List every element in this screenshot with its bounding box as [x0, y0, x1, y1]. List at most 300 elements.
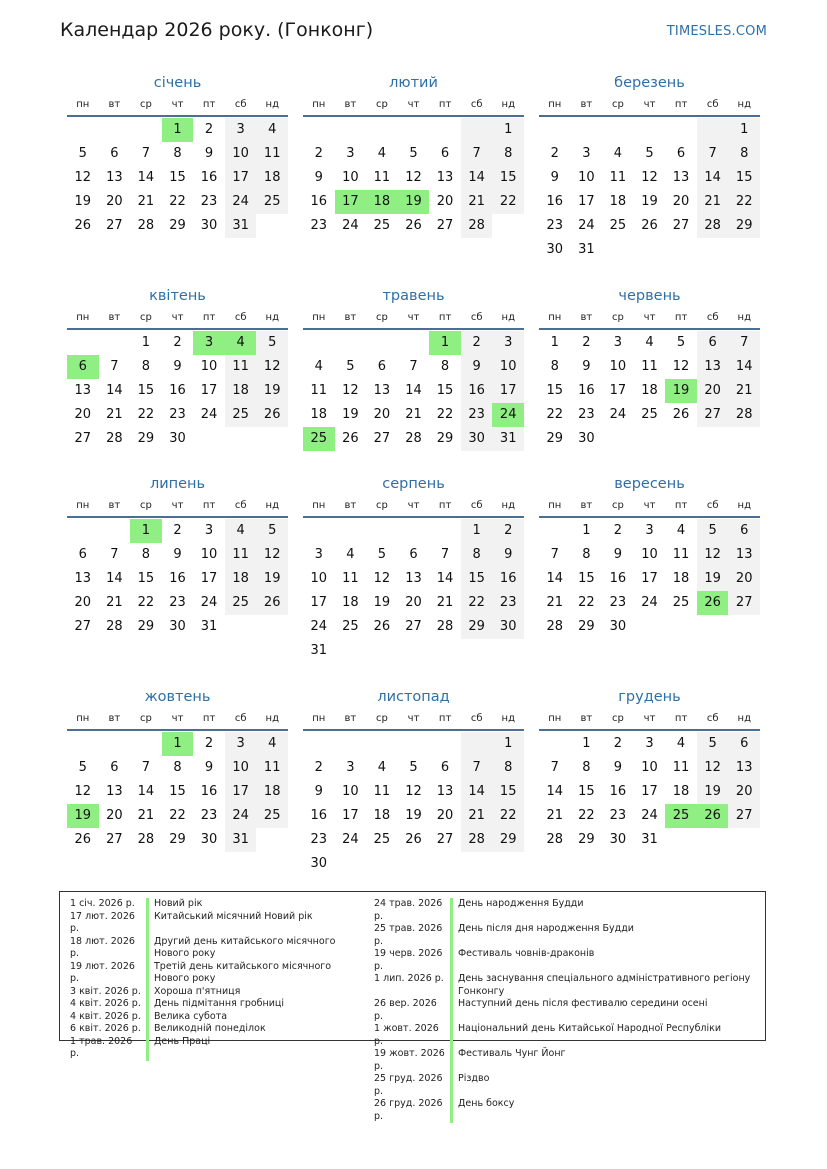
day-cell: 7 [461, 142, 493, 166]
weekday-label: нд [265, 312, 279, 323]
day-cell: 1 [141, 335, 151, 350]
day-cell: 18 [310, 407, 328, 422]
day-cell: 13 [728, 543, 760, 567]
day-cell: 14 [728, 355, 760, 379]
day-cell: 30 [200, 218, 218, 233]
day-cell: 5 [78, 146, 87, 161]
empty-cell [665, 118, 697, 142]
weekday-label: чт [643, 312, 656, 323]
weekday-label: чт [407, 713, 420, 724]
day-cell: 15 [137, 571, 155, 586]
day-cell: 20 [436, 194, 454, 209]
holiday-date: 1 лип. 2026 р. [374, 973, 444, 984]
day-cell: 26 [342, 431, 359, 446]
day-cell: 21 [461, 190, 493, 214]
day-cell: 7 [141, 760, 151, 775]
day-cell: 15 [492, 780, 524, 804]
day-cell: 30 [461, 427, 493, 451]
weekday-label: пт [674, 713, 688, 724]
empty-cell [99, 118, 131, 142]
holiday-date: 1 трав. 2026 р. [70, 1035, 133, 1059]
day-cell: 31 [578, 242, 595, 257]
weekday-label: пт [202, 713, 216, 724]
days-grid [303, 331, 524, 451]
empty-cell [335, 732, 367, 756]
day-cell: 30 [169, 431, 186, 446]
day-cell: 23 [546, 218, 564, 233]
weekday-label: пт [202, 99, 216, 110]
day-cell: 24 [310, 619, 328, 634]
day-cell: 19 [342, 407, 359, 422]
day-cell: 14 [106, 571, 123, 586]
day-cell: 10 [578, 170, 595, 185]
weekday-label: пт [438, 99, 452, 110]
day-cell: 19 [256, 379, 288, 403]
empty-cell [99, 331, 131, 355]
holiday-date: 18 лют. 2026 р. [70, 935, 135, 959]
weekday-header [67, 98, 288, 117]
weekday-label: нд [737, 500, 751, 511]
weekday-label: вт [580, 312, 593, 323]
holiday-date: 19 черв. 2026 р. [374, 948, 443, 972]
day-cell: 14 [461, 780, 493, 804]
day-cell: 13 [106, 784, 123, 799]
day-cell: 30 [578, 431, 595, 446]
day-cell: 18 [256, 780, 288, 804]
weekday-label: пт [438, 713, 452, 724]
day-cell: 7 [697, 142, 729, 166]
legend-row [374, 1048, 762, 1073]
holiday-day: 1 [162, 732, 194, 756]
day-cell: 18 [641, 383, 658, 398]
weekday-label: вт [108, 713, 121, 724]
holiday-date: 4 квіт. 2026 р. [70, 1010, 141, 1022]
day-cell: 4 [346, 547, 355, 562]
day-cell: 17 [200, 571, 218, 586]
brand-link[interactable]: TIMESLES.COM [666, 24, 767, 39]
holiday-name: Китайський місячний Новий рік [146, 911, 313, 936]
weekday-label: ср [612, 713, 624, 724]
day-cell: 13 [74, 383, 92, 398]
day-cell: 7 [728, 331, 760, 355]
weekday-label: пт [674, 99, 688, 110]
weekday-label: вт [108, 99, 121, 110]
holiday-name: Фестиваль човнів-драконів [450, 948, 594, 973]
weekday-label: чт [171, 713, 184, 724]
day-cell: 22 [546, 407, 564, 422]
day-cell: 16 [461, 379, 493, 403]
weekday-label: чт [643, 713, 656, 724]
weekday-header [539, 712, 760, 731]
legend-row [374, 923, 762, 948]
day-cell: 9 [173, 359, 182, 374]
weekday-label: вт [108, 500, 121, 511]
day-cell: 21 [546, 808, 564, 823]
day-cell: 30 [200, 832, 218, 847]
day-cell: 5 [697, 519, 729, 543]
weekday-label: пн [312, 713, 326, 724]
holiday-day: 3 [193, 331, 225, 355]
day-cell: 25 [342, 619, 359, 634]
day-cell: 31 [310, 643, 328, 658]
day-cell: 28 [106, 431, 123, 446]
day-cell: 5 [676, 335, 686, 350]
day-cell: 20 [106, 808, 123, 823]
weekday-label: ср [612, 312, 624, 323]
day-cell: 12 [641, 170, 658, 185]
legend-row [70, 1011, 368, 1024]
day-cell: 5 [645, 146, 654, 161]
legend-row [374, 998, 762, 1023]
weekday-label: сб [470, 312, 483, 323]
day-cell: 5 [377, 547, 387, 562]
weekday-label: чт [171, 500, 184, 511]
legend-row [374, 973, 762, 998]
day-cell: 2 [461, 331, 493, 355]
day-cell: 22 [137, 595, 155, 610]
day-cell: 31 [641, 832, 658, 847]
holiday-name: День народження Будди [450, 898, 584, 923]
day-cell: 28 [461, 828, 493, 852]
weekday-label: нд [265, 713, 279, 724]
day-cell: 2 [613, 523, 623, 538]
month-block [303, 286, 524, 451]
day-cell: 28 [546, 619, 564, 634]
holiday-date: 4 квіт. 2026 р. [70, 998, 141, 1009]
day-cell: 8 [141, 359, 151, 374]
empty-cell [571, 118, 603, 142]
day-cell: 16 [169, 571, 186, 586]
empty-cell [335, 118, 367, 142]
legend-column-right [374, 898, 762, 1123]
weekday-label: ср [140, 713, 152, 724]
weekday-label: вт [344, 312, 357, 323]
day-cell: 24 [225, 190, 257, 214]
holiday-name: Різдво [450, 1073, 489, 1098]
day-cell: 3 [204, 523, 214, 538]
day-cell: 20 [74, 407, 92, 422]
day-cell: 31 [225, 828, 257, 852]
weekday-label: сб [706, 500, 719, 511]
empty-cell [99, 732, 131, 756]
page-title: Календар 2026 року. (Гонконг) [60, 19, 374, 41]
day-cell: 3 [225, 732, 257, 756]
day-cell: 12 [697, 756, 729, 780]
empty-cell [303, 732, 335, 756]
weekday-label: ср [140, 99, 152, 110]
day-cell: 15 [492, 166, 524, 190]
day-cell: 29 [728, 214, 760, 238]
days-grid [539, 118, 760, 262]
day-cell: 11 [609, 170, 627, 185]
day-cell: 2 [582, 335, 591, 350]
day-cell: 26 [373, 619, 391, 634]
legend-row [70, 986, 368, 999]
day-cell: 6 [377, 359, 387, 374]
day-cell: 22 [728, 190, 760, 214]
holiday-date: 25 груд. 2026 р. [374, 1073, 443, 1097]
day-cell: 8 [492, 756, 524, 780]
day-cell: 28 [405, 431, 422, 446]
day-cell: 25 [672, 595, 690, 610]
day-cell: 14 [436, 571, 454, 586]
holiday-day: 1 [162, 118, 194, 142]
day-cell: 23 [461, 403, 493, 427]
weekday-label: пн [76, 713, 90, 724]
weekday-label: чт [171, 312, 184, 323]
weekday-label: нд [265, 99, 279, 110]
days-grid [67, 519, 288, 639]
day-cell: 5 [409, 760, 418, 775]
day-cell: 5 [697, 732, 729, 756]
empty-cell [429, 118, 461, 142]
weekday-label: пн [76, 312, 90, 323]
day-cell: 7 [409, 359, 418, 374]
weekday-label: ср [376, 500, 388, 511]
day-cell: 5 [256, 519, 288, 543]
month-name: лютий [389, 75, 438, 91]
day-cell: 8 [582, 760, 591, 775]
empty-cell [429, 519, 461, 543]
empty-cell [335, 519, 367, 543]
day-cell: 11 [373, 784, 391, 799]
day-cell: 10 [225, 756, 257, 780]
weekday-label: ср [376, 713, 388, 724]
day-cell: 13 [728, 756, 760, 780]
legend-column-left [70, 898, 368, 1061]
day-cell: 19 [256, 567, 288, 591]
empty-cell [366, 331, 398, 355]
day-cell: 2 [550, 146, 559, 161]
day-cell: 2 [314, 146, 323, 161]
day-cell: 19 [373, 595, 391, 610]
empty-cell [539, 519, 571, 543]
day-cell: 28 [728, 403, 760, 427]
day-cell: 19 [641, 194, 658, 209]
empty-cell [130, 118, 162, 142]
day-cell: 1 [582, 736, 591, 751]
month-name: червень [618, 288, 681, 304]
day-cell: 10 [225, 142, 257, 166]
day-cell: 31 [200, 619, 218, 634]
day-cell: 1 [492, 732, 524, 756]
day-cell: 20 [74, 595, 92, 610]
day-cell: 3 [582, 146, 591, 161]
day-cell: 11 [225, 355, 257, 379]
empty-cell [67, 519, 99, 543]
day-cell: 9 [314, 784, 323, 799]
day-cell: 25 [609, 218, 627, 233]
month-block [303, 73, 524, 238]
day-cell: 24 [578, 218, 595, 233]
day-cell: 28 [546, 832, 564, 847]
day-cell: 14 [137, 784, 155, 799]
empty-cell [398, 118, 430, 142]
day-cell: 12 [74, 170, 92, 185]
day-cell: 17 [342, 808, 359, 823]
day-cell: 16 [546, 194, 564, 209]
day-cell: 12 [405, 784, 422, 799]
day-cell: 23 [169, 407, 186, 422]
day-cell: 10 [492, 355, 524, 379]
day-cell: 4 [377, 146, 387, 161]
day-cell: 11 [310, 383, 328, 398]
day-cell: 16 [169, 383, 186, 398]
month-block [303, 687, 524, 876]
day-cell: 17 [200, 383, 218, 398]
holiday-name: Великодній понеділок [146, 1023, 266, 1036]
day-cell: 30 [609, 832, 627, 847]
holiday-date: 3 квіт. 2026 р. [70, 985, 141, 997]
day-cell: 28 [697, 214, 729, 238]
day-cell: 26 [74, 218, 92, 233]
day-cell: 28 [436, 619, 454, 634]
days-grid [303, 118, 524, 238]
empty-cell [461, 732, 493, 756]
day-cell: 29 [137, 619, 155, 634]
day-cell: 21 [106, 595, 123, 610]
month-block [67, 286, 288, 451]
day-cell: 7 [110, 547, 119, 562]
weekday-label: сб [706, 312, 719, 323]
day-cell: 15 [578, 784, 595, 799]
empty-cell [130, 732, 162, 756]
empty-cell [697, 118, 729, 142]
weekday-header [539, 311, 760, 330]
day-cell: 23 [310, 218, 328, 233]
day-cell: 13 [405, 571, 422, 586]
month-name: березень [614, 75, 685, 91]
day-cell: 23 [609, 595, 627, 610]
empty-cell [303, 519, 335, 543]
empty-cell [398, 331, 430, 355]
weekday-label: вт [344, 713, 357, 724]
weekday-label: чт [171, 99, 184, 110]
day-cell: 1 [582, 523, 591, 538]
day-cell: 25 [373, 832, 391, 847]
empty-cell [303, 118, 335, 142]
day-cell: 11 [641, 359, 658, 374]
legend-row [70, 1036, 368, 1061]
month-block [539, 286, 760, 451]
day-cell: 17 [492, 379, 524, 403]
weekday-label: ср [140, 312, 152, 323]
day-cell: 3 [225, 118, 257, 142]
day-cell: 15 [728, 166, 760, 190]
day-cell: 17 [609, 383, 627, 398]
day-cell: 27 [74, 431, 92, 446]
day-cell: 22 [461, 591, 493, 615]
holiday-date: 26 вер. 2026 р. [374, 998, 437, 1022]
day-cell: 19 [697, 567, 729, 591]
day-cell: 14 [137, 170, 155, 185]
holiday-day: 1 [130, 519, 162, 543]
day-cell: 10 [342, 784, 359, 799]
month-block [539, 73, 760, 262]
day-cell: 20 [436, 808, 454, 823]
holiday-date: 17 лют. 2026 р. [70, 910, 135, 934]
day-cell: 3 [314, 547, 323, 562]
day-cell: 29 [461, 615, 493, 639]
holiday-date: 19 лют. 2026 р. [70, 960, 135, 984]
weekday-header [67, 311, 288, 330]
day-cell: 27 [728, 804, 760, 828]
weekday-label: нд [737, 713, 751, 724]
empty-cell [67, 732, 99, 756]
weekday-label: вт [580, 713, 593, 724]
day-cell: 1 [461, 519, 493, 543]
day-cell: 27 [728, 591, 760, 615]
day-cell: 3 [645, 523, 654, 538]
weekday-label: сб [234, 500, 247, 511]
holiday-name: Новий рік [146, 898, 202, 911]
day-cell: 12 [697, 543, 729, 567]
day-cell: 3 [492, 331, 524, 355]
day-cell: 18 [256, 166, 288, 190]
day-cell: 17 [641, 571, 658, 586]
days-grid [539, 732, 760, 852]
day-cell: 18 [609, 194, 627, 209]
day-cell: 19 [405, 808, 422, 823]
day-cell: 30 [609, 619, 627, 634]
day-cell: 9 [492, 543, 524, 567]
holiday-date: 6 квіт. 2026 р. [70, 1023, 141, 1034]
holiday-name: Фестиваль Чунг Йонг [450, 1048, 566, 1073]
day-cell: 10 [641, 760, 658, 775]
holiday-day: 17 [335, 190, 367, 214]
weekday-label: сб [706, 99, 719, 110]
day-cell: 2 [204, 736, 214, 751]
day-cell: 8 [440, 359, 450, 374]
day-cell: 9 [204, 760, 214, 775]
day-cell: 15 [461, 567, 493, 591]
day-cell: 17 [578, 194, 595, 209]
weekday-label: ср [612, 99, 624, 110]
day-cell: 21 [436, 595, 454, 610]
day-cell: 16 [310, 808, 328, 823]
day-cell: 17 [641, 784, 658, 799]
day-cell: 1 [728, 118, 760, 142]
day-cell: 27 [436, 218, 454, 233]
day-cell: 21 [546, 595, 564, 610]
day-cell: 15 [436, 383, 454, 398]
day-cell: 4 [225, 519, 257, 543]
day-cell: 15 [546, 383, 564, 398]
weekday-header [67, 712, 288, 731]
legend-row [70, 961, 368, 986]
day-cell: 10 [200, 359, 218, 374]
empty-cell [303, 331, 335, 355]
day-cell: 12 [256, 543, 288, 567]
day-cell: 13 [697, 355, 729, 379]
day-cell: 21 [405, 407, 422, 422]
day-cell: 15 [169, 784, 186, 799]
day-cell: 7 [110, 359, 119, 374]
day-cell: 20 [697, 379, 729, 403]
day-cell: 2 [173, 335, 182, 350]
day-cell: 19 [697, 780, 729, 804]
day-cell: 8 [173, 760, 182, 775]
empty-cell [366, 519, 398, 543]
day-cell: 27 [672, 218, 690, 233]
day-cell: 22 [578, 595, 595, 610]
holiday-legend [59, 891, 766, 1122]
holiday-date: 1 січ. 2026 р. [70, 898, 135, 909]
weekday-header [539, 499, 760, 518]
day-cell: 21 [137, 808, 155, 823]
month-block [67, 687, 288, 852]
holiday-name: Національний день Китайської Народної Республіки [450, 1023, 721, 1048]
